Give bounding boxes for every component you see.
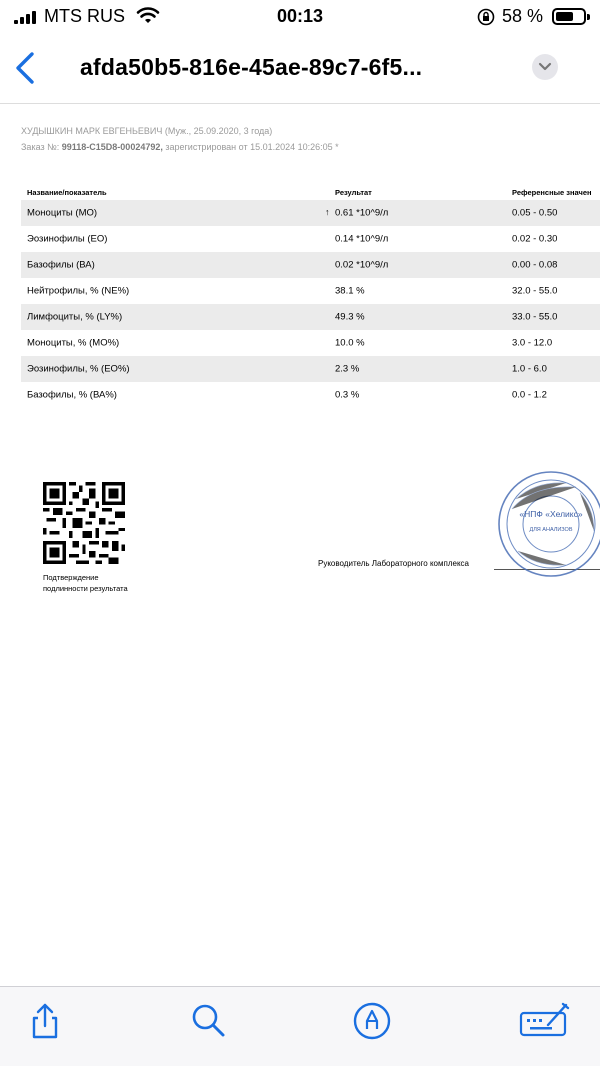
row-reference: 0.05 - 0.50 — [512, 207, 558, 219]
row-reference: 33.0 - 55.0 — [512, 311, 558, 323]
row-result: 0.02 *10^9/л — [335, 259, 389, 271]
search-icon — [188, 1001, 228, 1041]
results-header — [21, 184, 600, 200]
qr-caption-line2: подлинности результата — [43, 584, 128, 593]
document-viewer[interactable] — [0, 100, 600, 986]
carrier-label: MTS RUS — [44, 6, 125, 26]
markup-icon — [352, 1001, 392, 1041]
table-row — [21, 356, 600, 382]
back-button[interactable] — [10, 46, 46, 90]
search-button[interactable] — [188, 1001, 228, 1041]
row-reference: 0.02 - 0.30 — [512, 233, 558, 245]
patient-info: ХУДЫШКИН МАРК ЕВГЕНЬЕВИЧ (Муж., 25.09.2020, 3 года) — [21, 126, 273, 136]
row-name: Лимфоциты, % (LY%) — [27, 311, 123, 323]
row-name: Моноциты (МО) — [27, 207, 98, 219]
row-name: Базофилы, % (ВА%) — [27, 389, 117, 401]
stamp-sub-text: ДЛЯ АНАЛИЗОВ — [529, 527, 573, 533]
document-title: afda50b5-816e-45ae-89c7-6f5... — [80, 54, 423, 80]
row-name: Нейтрофилы, % (NE%) — [27, 285, 130, 297]
row-reference: 0.00 - 0.08 — [512, 259, 558, 271]
chevron-left-icon — [10, 46, 46, 90]
row-result: 0.14 *10^9/л — [335, 233, 389, 245]
table-row — [21, 304, 600, 330]
sign-icon — [518, 1001, 570, 1041]
order-suffix: зарегистрирован от 15.01.2024 10:26:05 * — [162, 142, 339, 152]
row-result: 10.0 % — [335, 337, 365, 349]
order-number: 99118-C15D8-00024792, — [61, 142, 163, 152]
table-row — [21, 200, 600, 226]
order-prefix: Заказ №: — [21, 142, 62, 152]
row-reference: 3.0 - 12.0 — [512, 337, 553, 349]
status-time: 00:13 — [276, 6, 324, 26]
row-result: 49.3 % — [335, 311, 365, 323]
stamp-center-text: «НПФ «Хеликс» — [519, 509, 583, 519]
battery-percent: 58 % — [502, 6, 544, 26]
row-reference: 1.0 - 6.0 — [512, 363, 547, 375]
battery-icon — [552, 8, 586, 25]
row-reference: 0.0 - 1.2 — [512, 389, 547, 401]
row-result: 2.3 % — [335, 363, 360, 375]
high-flag-icon: ↑ — [325, 207, 330, 217]
sign-button[interactable] — [518, 1001, 570, 1041]
row-name: Эозинофилы (ЕО) — [27, 233, 108, 245]
nav-bar — [0, 36, 600, 100]
bottom-toolbar — [0, 986, 600, 1066]
row-name: Моноциты, % (МО%) — [27, 337, 120, 349]
row-result: 38.1 % — [335, 285, 365, 297]
row-name: Базофилы (ВА) — [27, 259, 95, 271]
row-result: 0.3 % — [335, 389, 360, 401]
header-name: Название/показатель — [27, 188, 107, 197]
row-name: Эозинофилы, % (ЕО%) — [27, 363, 130, 375]
results-table — [21, 184, 600, 408]
rotation-lock-icon — [476, 7, 496, 33]
title-menu-button[interactable] — [532, 54, 558, 80]
header-result: Результат — [335, 188, 372, 197]
header-reference: Референсные значен — [512, 188, 592, 197]
table-row — [21, 278, 600, 304]
share-button[interactable] — [25, 1001, 65, 1041]
order-info — [21, 142, 339, 152]
table-row — [21, 382, 600, 408]
table-row — [21, 252, 600, 278]
share-icon — [25, 1001, 65, 1041]
status-bar — [0, 0, 600, 36]
qr-caption — [43, 572, 128, 594]
document-page — [0, 103, 600, 983]
row-reference: 32.0 - 55.0 — [512, 285, 558, 297]
qr-code — [43, 482, 125, 564]
chevron-down-icon — [538, 62, 552, 72]
markup-button[interactable] — [352, 1001, 392, 1041]
row-result: 0.61 *10^9/л — [335, 207, 389, 219]
company-stamp — [496, 469, 600, 579]
table-row — [21, 226, 600, 252]
qr-caption-line1: Подтверждение — [43, 573, 99, 582]
table-row — [21, 330, 600, 356]
signer-title: Руководитель Лабораторного комплекса — [318, 559, 469, 568]
